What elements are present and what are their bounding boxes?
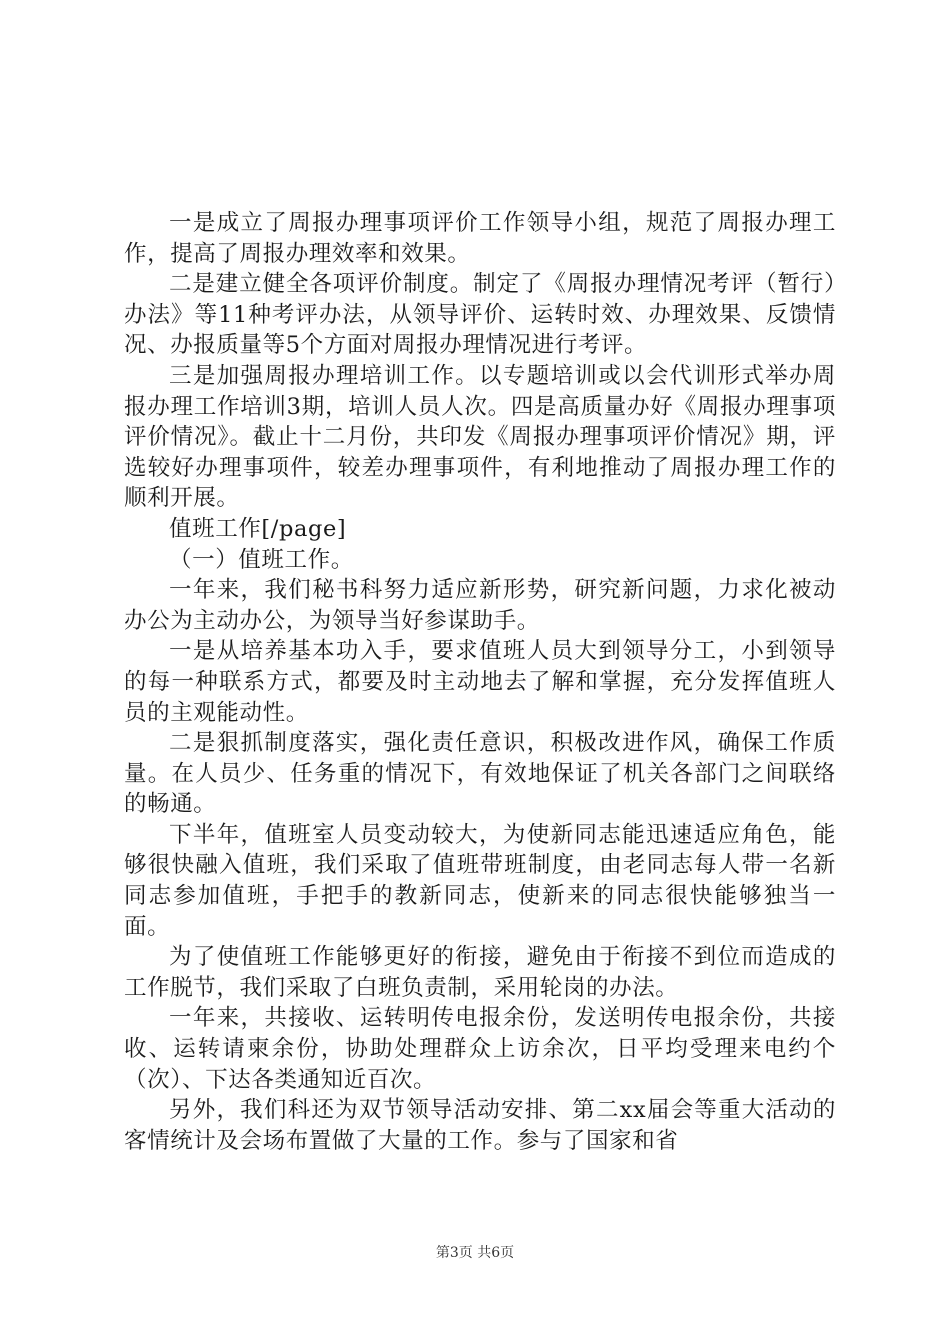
paragraph-1: 一是成立了周报办理事项评价工作领导小组，规范了周报办理工作，提高了周报办理效率和效果。 <box>124 210 836 267</box>
paragraph-12: 另外，我们科还为双节领导活动安排、第二xx届会等重大活动的客情统计及会场布置做了大量的工作。参与了国家和省 <box>124 1097 836 1154</box>
paragraph-10: 为了使值班工作能够更好的衔接，避免由于衔接不到位而造成的工作脱节，我们采取了白班负责制，采用轮岗的办法。 <box>124 944 836 1001</box>
paragraph-2: 二是建立健全各项评价制度。制定了《周报办理情况考评（暂行）办法》等11种考评办法，从领导评价、运转时效、办理效果、反馈情况、办报质量等5个方面对周报办理情况进行考评。 <box>124 271 836 359</box>
document-body <box>124 208 836 1156</box>
page-footer: 第3页 共6页 <box>435 1245 515 1261</box>
section-heading-duty: 值班工作[/page] <box>169 515 347 542</box>
paragraph-6: 一年来，我们秘书科努力适应新形势，研究新问题，力求化被动办公为主动办公，为领导当好参谋助手。 <box>124 577 836 634</box>
subsection-heading-duty: （一）值班工作。 <box>169 546 354 573</box>
paragraph-9: 下半年，值班室人员变动较大，为使新同志能迅速适应角色，能够很快融入值班，我们采取了值班带班制度，由老同志每人带一名新同志参加值班，手把手的教新同志，使新来的同志很快能够独当一面。 <box>124 821 836 940</box>
paragraph-8: 二是狠抓制度落实，强化责任意识，积极改进作风，确保工作质量。在人员少、任务重的情况下，有效地保证了机关各部门之间联络的畅通。 <box>124 730 836 818</box>
paragraph-3: 三是加强周报办理培训工作。以专题培训或以会代训形式举办周报办理工作培训3期，培训人员人次。四是高质量办好《周报办理事项评价情况》。截止十二月份，共印发《周报办理事项评价情况》期，评选较好办理事项件，较差办理事项件，有利地推动了周报办理工作的顺利开展。 <box>124 362 836 512</box>
paragraph-7: 一是从培养基本功入手，要求值班人员大到领导分工，小到领导的每一种联系方式，都要及时主动地去了解和掌握，充分发挥值班人员的主观能动性。 <box>124 638 836 726</box>
paragraph-11: 一年来，共接收、运转明传电报余份，发送明传电报余份，共接收、运转请柬余份，协助处理群众上访余次，日平均受理来电约个（次）、下达各类通知近百次。 <box>124 1005 836 1093</box>
